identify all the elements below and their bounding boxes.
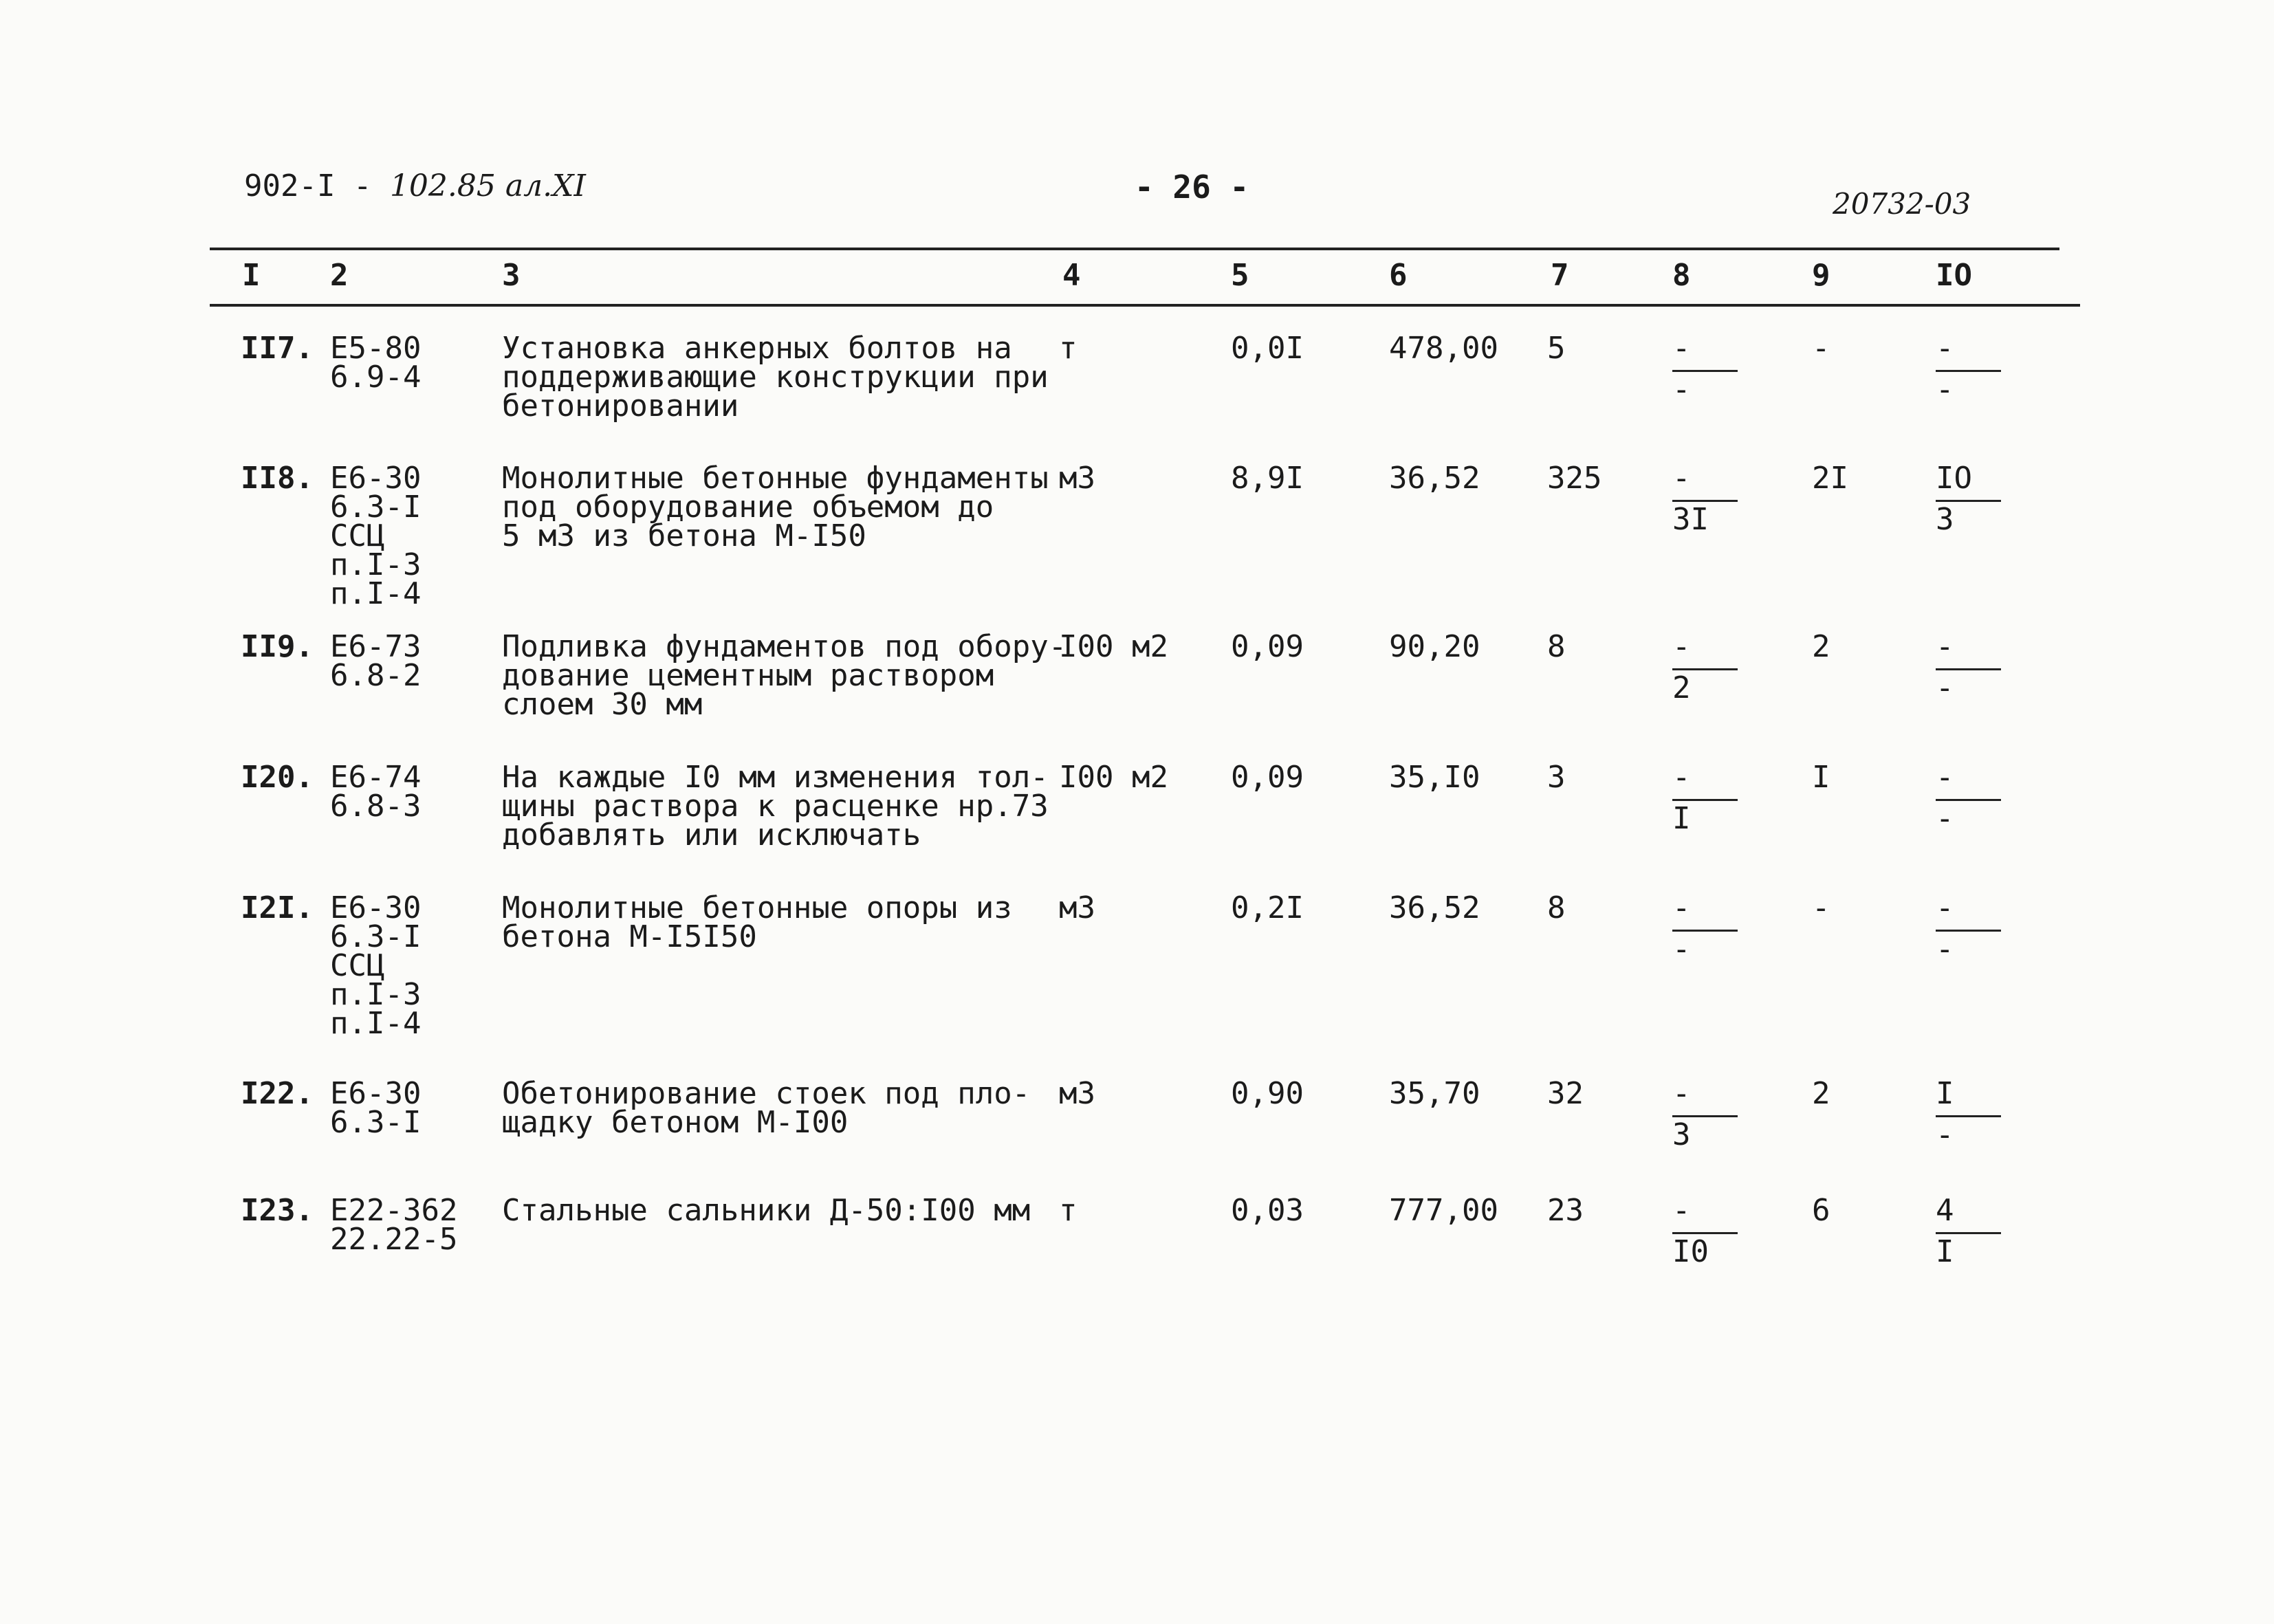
work-description-line: бетонировании (502, 388, 739, 424)
total-cost: 5 (1547, 331, 1566, 366)
rate-code-line: Е6-30 (330, 1076, 422, 1111)
column-10-value-fraction-line (1936, 668, 2001, 670)
unit-price: 36,52 (1389, 461, 1480, 496)
column-9-value: 2 (1812, 629, 1830, 664)
column-10-value-fraction-line (1936, 370, 2001, 372)
work-description (502, 760, 1049, 853)
work-description-line: щины раствора к расценке нр.73 (502, 789, 1049, 824)
work-description (502, 629, 1067, 722)
column-10-value (1936, 629, 2001, 705)
quantity: 0,09 (1231, 760, 1304, 795)
column-9-value: - (1812, 331, 1830, 366)
rate-code-line: п.I-4 (330, 1006, 422, 1041)
column-8-value-numerator: - (1672, 890, 1691, 925)
row-number: II8. (241, 461, 314, 496)
column-number-1: I (242, 258, 261, 293)
unit-price: 777,00 (1389, 1193, 1498, 1228)
column-10-value (1936, 760, 2001, 836)
work-description-line: под оборудование объемом до (502, 490, 994, 525)
column-10-value-numerator: - (1936, 890, 1954, 925)
total-cost: 3 (1547, 760, 1566, 795)
column-8-value (1672, 1193, 1738, 1269)
document-code-prefix: 902-I - (244, 168, 372, 204)
unit-price: 90,20 (1389, 629, 1480, 664)
rate-code-line: 6.8-3 (330, 789, 422, 824)
column-8-value-numerator: - (1672, 760, 1691, 795)
column-8-value-denominator: 2 (1672, 670, 1691, 705)
column-8-value-denominator: I (1672, 801, 1691, 836)
rate-code-line: п.I-3 (330, 977, 422, 1012)
document-code-handwritten: 102.85 ал.XI (389, 168, 586, 204)
work-description (502, 461, 1049, 553)
work-description (502, 1076, 1031, 1140)
rate-code-line: 6.8-2 (330, 658, 422, 693)
work-description (502, 331, 1049, 424)
column-10-value (1936, 1193, 2001, 1269)
column-10-value-fraction-line (1936, 500, 2001, 502)
work-description-line: 5 м3 из бетона М-I50 (502, 518, 866, 553)
column-10-value-denominator: - (1936, 932, 1954, 967)
work-description-line: бетона М-I5I50 (502, 919, 757, 954)
rate-code-line: Е22-362 (330, 1193, 458, 1228)
column-10-value-numerator: - (1936, 331, 1954, 366)
column-9-value: 6 (1812, 1193, 1830, 1228)
quantity: 0,03 (1231, 1193, 1304, 1228)
column-9-value: 2I (1812, 461, 1848, 496)
unit: м3 (1059, 461, 1095, 496)
column-8-value-denominator: 3I (1672, 502, 1709, 537)
rate-code-line: ССЦ (330, 948, 385, 983)
column-8-value (1672, 461, 1738, 537)
unit: м3 (1059, 1076, 1095, 1111)
total-cost: 23 (1547, 1193, 1584, 1228)
column-number-4: 4 (1062, 258, 1081, 293)
document-code (244, 168, 586, 204)
column-9-value: 2 (1812, 1076, 1830, 1111)
column-10-value-numerator: - (1936, 629, 1954, 664)
column-10-value (1936, 890, 2001, 967)
column-10-value-numerator: IO (1936, 461, 1972, 496)
column-number-9: 9 (1812, 258, 1830, 293)
work-description (502, 890, 1012, 954)
table-header-rule (210, 304, 2080, 307)
column-10-value-numerator: 4 (1936, 1193, 1954, 1228)
unit: I00 м2 (1059, 629, 1168, 664)
work-description-line: Обетонирование стоек под пло- (502, 1076, 1031, 1111)
column-10-value-denominator: - (1936, 1117, 1954, 1152)
unit-price: 478,00 (1389, 331, 1498, 366)
column-8-value (1672, 1076, 1738, 1152)
column-8-value-denominator: 3 (1672, 1117, 1691, 1152)
unit-price: 36,52 (1389, 890, 1480, 925)
column-10-value-numerator: - (1936, 760, 1954, 795)
column-8-value-numerator: - (1672, 629, 1691, 664)
column-8-value-denominator: - (1672, 372, 1691, 407)
column-10-value (1936, 331, 2001, 407)
rate-code-line: 6.3-I (330, 1105, 422, 1140)
work-description-line: Установка анкерных болтов на (502, 331, 1012, 366)
column-number-7: 7 (1551, 258, 1569, 293)
rate-code (330, 1076, 422, 1140)
column-8-value (1672, 890, 1738, 967)
column-8-value (1672, 629, 1738, 705)
column-10-value-denominator: - (1936, 372, 1954, 407)
rate-code-line: 6.9-4 (330, 360, 422, 395)
page-number: - 26 - (1135, 168, 1249, 206)
work-description-line: Монолитные бетонные опоры из (502, 890, 1012, 925)
column-number-8: 8 (1672, 258, 1691, 293)
column-10-value-numerator: I (1936, 1076, 1954, 1111)
column-10-value (1936, 1076, 2001, 1152)
column-8-value-fraction-line (1672, 1115, 1738, 1117)
work-description-line: дование цементным раствором (502, 658, 994, 693)
column-10-value-denominator: - (1936, 801, 1954, 836)
quantity: 0,90 (1231, 1076, 1304, 1111)
rate-code (330, 1193, 458, 1257)
column-10-value (1936, 461, 2001, 537)
total-cost: 8 (1547, 629, 1566, 664)
total-cost: 8 (1547, 890, 1566, 925)
column-number-6: 6 (1389, 258, 1408, 293)
column-10-value-denominator: - (1936, 670, 1954, 705)
column-8-value-numerator: - (1672, 331, 1691, 366)
column-10-value-fraction-line (1936, 1232, 2001, 1234)
unit: I00 м2 (1059, 760, 1168, 795)
rate-code (330, 760, 422, 824)
work-description-line: Монолитные бетонные фундаменты (502, 461, 1049, 496)
quantity: 8,9I (1231, 461, 1304, 496)
row-number: I22. (241, 1076, 314, 1111)
table-top-rule (210, 248, 2059, 250)
column-10-value-fraction-line (1936, 930, 2001, 932)
rate-code (330, 331, 422, 395)
column-8-value-numerator: - (1672, 1076, 1691, 1111)
work-description-line: слоем 30 мм (502, 687, 703, 722)
row-number: I2I. (241, 890, 314, 925)
column-number-10: IO (1936, 258, 1972, 293)
column-8-value (1672, 331, 1738, 407)
rate-code-line: 6.3-I (330, 490, 422, 525)
column-10-value-denominator: 3 (1936, 502, 1954, 537)
unit-price: 35,70 (1389, 1076, 1480, 1111)
column-8-value (1672, 760, 1738, 836)
rate-code-line: Е6-73 (330, 629, 422, 664)
column-8-value-numerator: - (1672, 1193, 1691, 1228)
quantity: 0,09 (1231, 629, 1304, 664)
column-9-value: I (1812, 760, 1830, 795)
document-number: 20732-03 (1833, 187, 1971, 221)
column-10-value-fraction-line (1936, 1115, 2001, 1117)
rate-code-line: Е6-74 (330, 760, 422, 795)
column-8-value-fraction-line (1672, 1232, 1738, 1234)
rate-code-line: Е6-30 (330, 890, 422, 925)
rate-code-line: ССЦ (330, 518, 385, 553)
row-number: II9. (241, 629, 314, 664)
work-description-line: добавлять или исключать (502, 818, 921, 853)
column-number-2: 2 (330, 258, 349, 293)
rate-code (330, 461, 422, 611)
column-8-value-numerator: - (1672, 461, 1691, 496)
row-number: I20. (241, 760, 314, 795)
row-number: I23. (241, 1193, 314, 1228)
column-9-value: - (1812, 890, 1830, 925)
column-10-value-denominator: I (1936, 1234, 1954, 1269)
rate-code-line: Е6-30 (330, 461, 422, 496)
column-8-value-fraction-line (1672, 930, 1738, 932)
unit: м3 (1059, 890, 1095, 925)
row-number: II7. (241, 331, 314, 366)
quantity: 0,2I (1231, 890, 1304, 925)
rate-code-line: 6.3-I (330, 919, 422, 954)
column-8-value-fraction-line (1672, 668, 1738, 670)
rate-code-line: п.I-4 (330, 576, 422, 611)
column-8-value-fraction-line (1672, 370, 1738, 372)
column-8-value-denominator: - (1672, 932, 1691, 967)
rate-code (330, 890, 422, 1041)
unit-price: 35,I0 (1389, 760, 1480, 795)
unit: т (1059, 1193, 1078, 1228)
column-10-value-fraction-line (1936, 799, 2001, 801)
column-8-value-denominator: I0 (1672, 1234, 1709, 1269)
column-8-value-fraction-line (1672, 500, 1738, 502)
column-number-5: 5 (1231, 258, 1249, 293)
total-cost: 32 (1547, 1076, 1584, 1111)
rate-code (330, 629, 422, 693)
rate-code-line: 22.22-5 (330, 1222, 458, 1257)
work-description-line: щадку бетоном М-I00 (502, 1105, 849, 1140)
total-cost: 325 (1547, 461, 1602, 496)
work-description-line: Подливка фундаментов под обору- (502, 629, 1067, 664)
quantity: 0,0I (1231, 331, 1304, 366)
rate-code-line: Е5-80 (330, 331, 422, 366)
column-8-value-fraction-line (1672, 799, 1738, 801)
work-description-line: поддерживающие конструкции при (502, 360, 1049, 395)
work-description-line: На каждые I0 мм изменения тол- (502, 760, 1049, 795)
rate-code-line: п.I-3 (330, 547, 422, 582)
work-description (502, 1193, 1031, 1228)
column-number-3: 3 (502, 258, 521, 293)
unit: т (1059, 331, 1078, 366)
work-description-line: Стальные сальники Д-50:I00 мм (502, 1193, 1031, 1228)
